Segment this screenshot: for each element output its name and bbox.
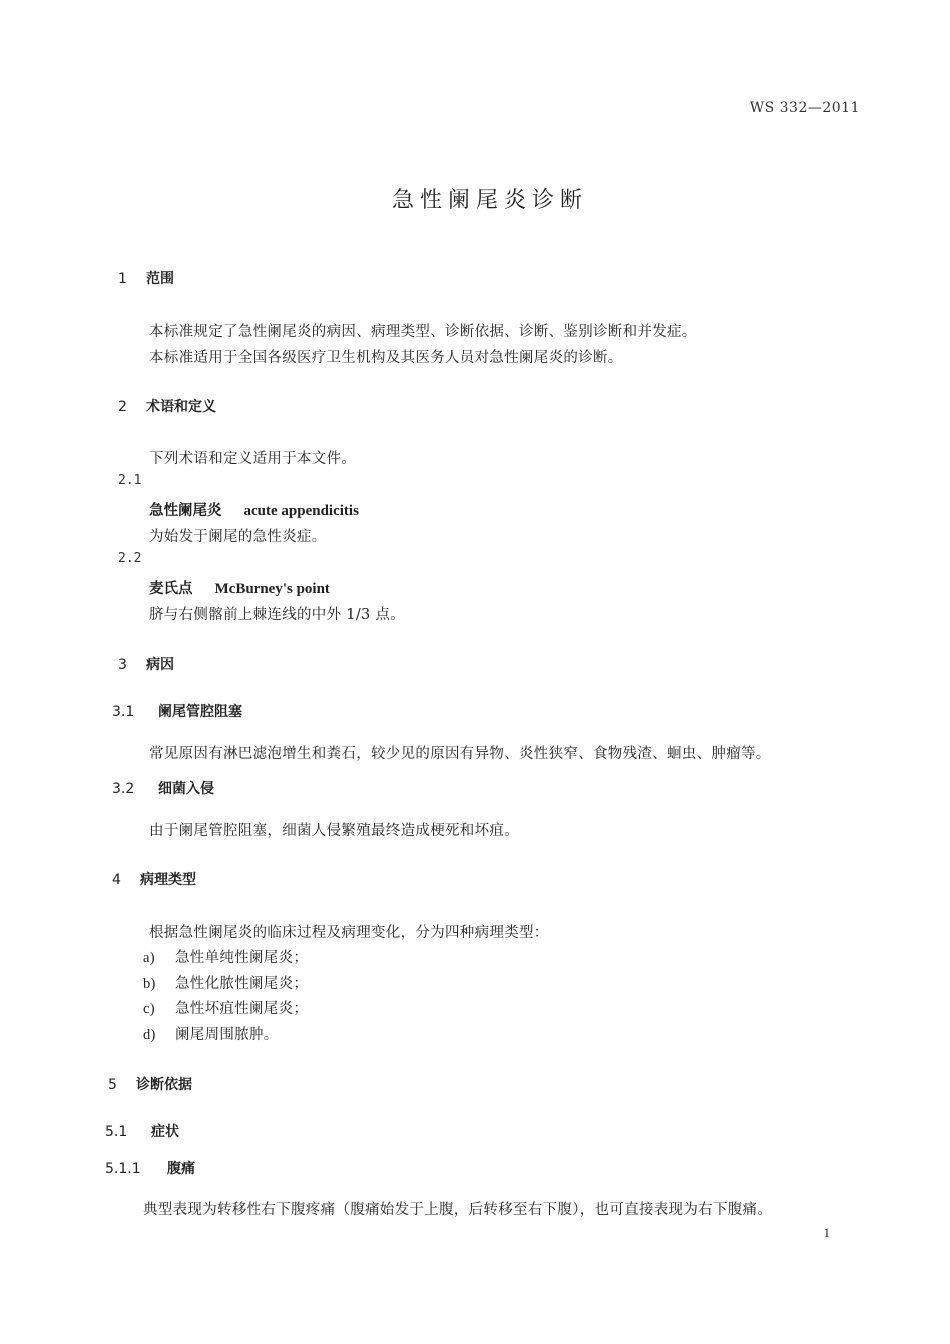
subsection-heading (105, 1158, 195, 1178)
paragraph: 下列术语和定义适用于本文件。 (149, 451, 357, 467)
subsection-title: 腹痛 (167, 1161, 195, 1177)
list-item (143, 997, 308, 1018)
subsection-number: 5.1 (105, 1124, 128, 1140)
paragraph: 本标准规定了急性阑尾炎的病因、病理类型、诊断依据、诊断、鉴别诊断和并发症。 (149, 324, 697, 340)
section-5-heading (108, 1074, 192, 1094)
term-chinese: 急性阑尾炎 (149, 503, 222, 519)
term-chinese: 麦氏点 (149, 581, 193, 597)
list-text: 急性化脓性阑尾炎； (175, 976, 309, 992)
section-number: 2 (118, 399, 127, 415)
list-item (143, 946, 308, 967)
section-title: 术语和定义 (146, 399, 216, 415)
list-label: c) (143, 1001, 155, 1017)
subsection-number: 3.1 (112, 704, 135, 720)
subsection-title: 阑尾管腔阻塞 (158, 704, 242, 720)
term-definition: 脐与右侧髂前上棘连线的中外 1/3 点。 (149, 607, 406, 623)
document-code: WS 332—2011 (749, 100, 860, 116)
section-title: 范围 (146, 271, 174, 287)
section-title: 病理类型 (140, 872, 196, 888)
paragraph: 常见原因有淋巴滤泡增生和粪石，较少见的原因有异物、炎性狭窄、食物残渣、蛔虫、肿瘤等。 (149, 746, 771, 762)
section-1-heading (118, 268, 174, 288)
subsection-heading (105, 1121, 179, 1141)
paragraph: 根据急性阑尾炎的临床过程及病理变化，分为四种病理类型： (149, 925, 549, 941)
section-3-heading (118, 654, 174, 674)
section-number: 3 (118, 657, 127, 673)
subsection-number: 5.1.1 (105, 1161, 141, 1177)
term-english: McBurney's point (214, 581, 330, 597)
list-text: 急性坏疽性阑尾炎； (175, 1001, 309, 1017)
paragraph: 典型表现为转移性右下腹疼痛（腹痛始发于上腹，后转移至右下腹），也可直接表现为右下腹痛。 (143, 1202, 773, 1218)
paragraph: 本标准适用于全国各级医疗卫生机构及其医务人员对急性阑尾炎的诊断。 (149, 350, 623, 366)
section-number: 1 (118, 271, 127, 287)
paragraph: 由于阑尾管腔阻塞，细菌人侵繁殖最终造成梗死和坏疽。 (149, 823, 519, 839)
subsection-title: 细菌入侵 (158, 781, 214, 797)
section-title: 病因 (146, 657, 174, 673)
subsection-heading (112, 701, 242, 721)
page-number: 1 (823, 1225, 830, 1240)
subsection-number: 3.2 (112, 781, 135, 797)
list-text: 阑尾周围脓肿。 (175, 1027, 279, 1043)
list-text: 急性单纯性阑尾炎； (175, 950, 309, 966)
list-item (143, 1023, 279, 1044)
section-number: 5 (108, 1077, 117, 1093)
term-definition: 为始发于阑尾的急性炎症。 (149, 529, 327, 545)
term-entry (149, 577, 330, 598)
term-number: 2.2 (118, 551, 142, 566)
section-2-heading (118, 396, 216, 416)
list-label: d) (143, 1027, 156, 1043)
term-entry (149, 499, 359, 520)
subsection-heading (112, 778, 214, 798)
list-item (143, 972, 308, 993)
subsection-title: 症状 (151, 1124, 179, 1140)
section-title: 诊断依据 (136, 1077, 192, 1093)
term-number: 2.1 (118, 473, 142, 488)
section-number: 4 (112, 872, 121, 888)
section-4-heading (112, 869, 196, 889)
term-english: acute appendicitis (243, 503, 359, 519)
list-label: a) (143, 950, 155, 966)
list-label: b) (143, 976, 156, 992)
page-title: 急性阑尾炎诊断 (391, 188, 588, 213)
